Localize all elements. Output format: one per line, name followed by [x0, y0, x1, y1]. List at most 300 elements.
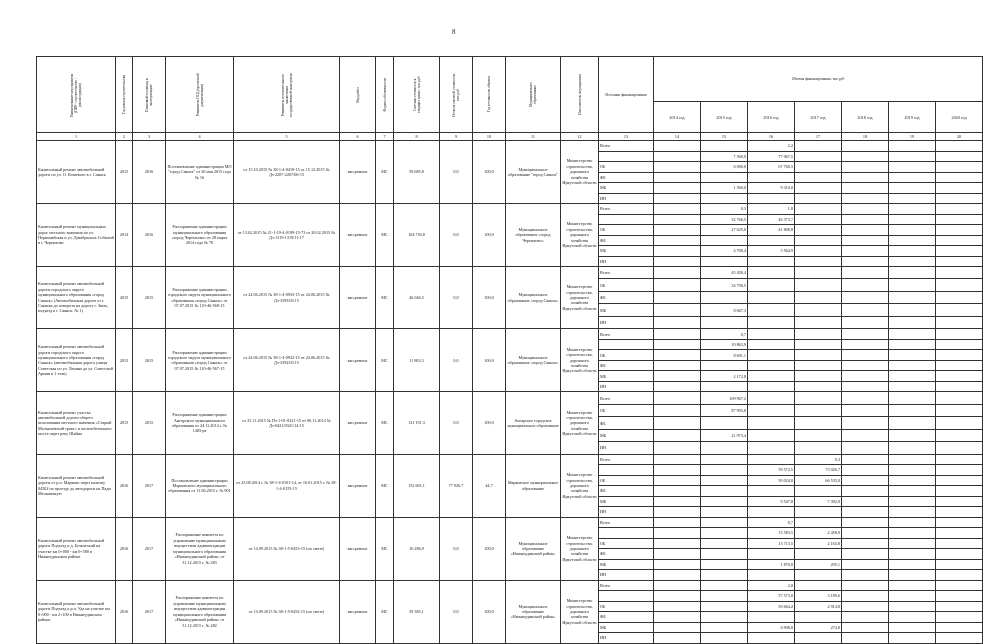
fund-value: [936, 291, 983, 303]
fund-value: [936, 339, 983, 350]
fund-value: [654, 193, 701, 204]
fund-value: 1,8: [748, 204, 795, 215]
fund-value: 57 573,0: [748, 591, 795, 602]
fund-value: [889, 417, 936, 429]
fund-value: [795, 279, 842, 291]
row-mo: Марковское муниципальное образование: [506, 454, 561, 517]
fund-value: [842, 633, 889, 644]
fund-value: [842, 214, 889, 225]
fund-value: [842, 580, 889, 591]
fund-value: [795, 235, 842, 246]
fund-value: [889, 591, 936, 602]
row-end-year: 2015: [133, 392, 166, 454]
fund-source: ИН: [599, 442, 654, 454]
fund-value: 50 024,8: [748, 475, 795, 486]
fund-value: [889, 517, 936, 528]
fund-value: [936, 442, 983, 454]
fund-value: [748, 486, 795, 497]
fund-value: [889, 267, 936, 279]
fund-source: ФБ: [599, 235, 654, 246]
fund-source: Всего: [599, 204, 654, 215]
fund-source: МБ: [599, 429, 654, 441]
header-work-type: Вид работ: [340, 57, 376, 133]
row-cost: 59 685,8: [394, 141, 440, 204]
row-end-year: 2015: [133, 267, 166, 329]
fund-value: [936, 496, 983, 507]
fund-value: 0,3: [701, 204, 748, 215]
fund-source: [599, 339, 654, 350]
fund-value: [654, 404, 701, 416]
row-expertise: от 24.06.2015 № 38-1-4-0933-15 от 24.06.2015 № Дз-3393/03.15: [234, 267, 340, 329]
header-mo: Муниципальное образование: [506, 57, 561, 133]
fund-value: [936, 507, 983, 518]
row-executor: Министерство строительства, дорожного хозяйства Иркутской области: [561, 267, 599, 329]
fund-value: [842, 528, 889, 539]
fund-value: [795, 162, 842, 173]
fund-value: 5 564,9: [748, 246, 795, 257]
column-number: 14: [654, 133, 701, 141]
fund-value: [936, 612, 983, 623]
fund-value: 73 026,7: [795, 465, 842, 476]
fund-value: [701, 235, 748, 246]
fund-value: [795, 329, 842, 340]
row-executor: Министерство строительства, дорожного хозяйства Иркутской области: [561, 580, 599, 643]
fund-value: [654, 162, 701, 173]
fund-value: [889, 465, 936, 476]
fund-value: [936, 193, 983, 204]
fund-source: ИН: [599, 381, 654, 392]
fund-value: [654, 183, 701, 194]
fund-value: [701, 316, 748, 328]
fund-value: [701, 538, 748, 549]
fund-value: [936, 517, 983, 528]
fund-value: [795, 214, 842, 225]
fund-value: [795, 316, 842, 328]
fund-source: МБ: [599, 183, 654, 194]
fund-value: 41 808,8: [748, 225, 795, 236]
fund-value: [936, 350, 983, 361]
header-year: 2018 год: [842, 102, 889, 133]
fund-value: [654, 465, 701, 476]
fund-value: [889, 214, 936, 225]
fund-value: [654, 214, 701, 225]
fund-value: [889, 549, 936, 560]
fund-value: [654, 538, 701, 549]
row-expertise: от 25.11.2015 № Пз-1-01-0321-15 от 06.11.2014 № Дз-0421/0321/14-15: [234, 392, 340, 454]
fund-value: [654, 417, 701, 429]
column-number: 4: [166, 133, 234, 141]
row-ready: 100,0: [473, 204, 506, 267]
column-number: 11: [506, 133, 561, 141]
fund-value: [936, 141, 983, 152]
fund-value: 2,0: [748, 580, 795, 591]
header-fin-volumes: Объемы финансирования, тыс.руб: [654, 57, 983, 102]
fund-value: [701, 454, 748, 465]
fund-value: [795, 417, 842, 429]
fund-value: [654, 204, 701, 215]
fund-value: [701, 622, 748, 633]
row-end-year: 2016: [133, 204, 166, 267]
row-remain: 0,0: [440, 517, 473, 580]
fund-value: [795, 392, 842, 404]
row-mo: Муниципальное образование «город Саянск»: [506, 329, 561, 392]
fund-value: [889, 235, 936, 246]
row-work-type: кап.ремонт: [340, 517, 376, 580]
row-start-year: 2015: [116, 267, 133, 329]
table-row: [37, 141, 983, 152]
fund-source: ИН: [599, 316, 654, 328]
fund-source: ФБ: [599, 486, 654, 497]
fund-value: [654, 622, 701, 633]
fund-value: [748, 570, 795, 581]
fund-value: [654, 381, 701, 392]
fund-value: 87 993,8: [701, 404, 748, 416]
fund-source: ОБ: [599, 225, 654, 236]
row-remain: 0,0: [440, 267, 473, 329]
fund-value: [936, 329, 983, 340]
fund-value: [936, 528, 983, 539]
fund-value: [654, 517, 701, 528]
fund-value: [842, 601, 889, 612]
fund-value: [701, 496, 748, 507]
row-cost: 152 691,1: [394, 454, 440, 517]
fund-value: [795, 549, 842, 560]
fund-value: [795, 517, 842, 528]
row-mo: Муниципальное образование «Нижнеудинский район»: [506, 517, 561, 580]
fund-value: [795, 183, 842, 194]
header-ready: Год готовности объекта: [473, 57, 506, 133]
fund-value: [842, 475, 889, 486]
fund-value: [654, 612, 701, 623]
fund-value: [842, 151, 889, 162]
fund-value: [748, 350, 795, 361]
row-start-year: 2015: [116, 329, 133, 392]
fund-source: ИН: [599, 570, 654, 581]
fund-value: [842, 465, 889, 476]
fund-value: [795, 204, 842, 215]
row-executor: Министерство строительства, дорожного хозяйства Иркутской области: [561, 329, 599, 392]
fund-source: Всего: [599, 267, 654, 279]
row-end-year: 2017: [133, 580, 166, 643]
row-ownership: МС: [376, 517, 394, 580]
fund-value: [654, 570, 701, 581]
fund-source: ФБ: [599, 612, 654, 623]
fund-value: [795, 291, 842, 303]
fund-value: [889, 291, 936, 303]
row-start-year: 2016: [116, 454, 133, 517]
fund-value: [795, 486, 842, 497]
fund-value: [936, 475, 983, 486]
column-number: 13: [599, 133, 654, 141]
fund-value: [936, 381, 983, 392]
fund-value: 274,8: [795, 622, 842, 633]
fund-value: [654, 246, 701, 257]
fund-value: [795, 256, 842, 267]
row-cost: 39 385,1: [394, 580, 440, 643]
fund-value: [654, 580, 701, 591]
row-executor: Министерство строительства, дорожного хозяйства Иркутской области: [561, 517, 599, 580]
fund-source: МБ: [599, 246, 654, 257]
fund-value: [889, 141, 936, 152]
header-year: 2019 год: [889, 102, 936, 133]
fund-value: [889, 279, 936, 291]
row-ownership: МС: [376, 141, 394, 204]
fund-value: [842, 429, 889, 441]
row-mo: Муниципальное образование "город Саянск": [506, 141, 561, 204]
column-number: 6: [340, 133, 376, 141]
row-end-year: 2017: [133, 517, 166, 580]
fund-value: [748, 235, 795, 246]
row-psd: Распоряжение администрации городского округа муниципального образования «город Саянск» от 07.07.2015 № 110-46-567-15: [166, 329, 234, 392]
fund-source: Всего: [599, 580, 654, 591]
fund-value: 9 310,0: [748, 183, 795, 194]
row-work-type: кап.ремонт: [340, 580, 376, 643]
fund-value: [795, 429, 842, 441]
fund-value: [701, 256, 748, 267]
fund-value: 7 560,0: [701, 151, 748, 162]
column-numbers-row: [37, 133, 983, 141]
row-psd: Постановление администрации МО "город Саянск" от 20 мая 2015 года № 16: [166, 141, 234, 204]
fund-source: ФБ: [599, 291, 654, 303]
fund-value: [748, 329, 795, 340]
column-number: 9: [440, 133, 473, 141]
fund-value: [889, 183, 936, 194]
table-row: [37, 267, 983, 279]
fund-value: [936, 256, 983, 267]
header-psd: Реквизиты ПСД (проектной документации): [166, 57, 234, 133]
fund-value: [748, 507, 795, 518]
fund-value: [701, 193, 748, 204]
fund-value: [701, 559, 748, 570]
fund-value: [936, 417, 983, 429]
row-psd: Распоряжение администрации городского округа муниципального образования «город Саянск» от 07.07.2015 № 110-46-568-15: [166, 267, 234, 329]
fund-value: [654, 267, 701, 279]
fund-value: [748, 339, 795, 350]
fund-value: 27 625,0: [701, 225, 748, 236]
fund-value: [842, 304, 889, 316]
table-row: [37, 517, 983, 528]
fund-value: [795, 339, 842, 350]
fund-value: [889, 329, 936, 340]
fund-value: [842, 570, 889, 581]
fund-value: [701, 549, 748, 560]
fund-value: [889, 570, 936, 581]
fund-value: [842, 517, 889, 528]
row-expertise: от 25.08.2014 г. № 38-1-4-0101-14, от 16.01.2015 г. № 38-1-4-0155-15: [234, 454, 340, 517]
fund-value: [795, 225, 842, 236]
fund-value: [842, 381, 889, 392]
fund-value: [654, 549, 701, 560]
fund-value: [748, 279, 795, 291]
fund-value: [842, 507, 889, 518]
fund-value: [654, 475, 701, 486]
fund-value: [842, 246, 889, 257]
fund-value: [654, 329, 701, 340]
fund-value: [842, 162, 889, 173]
fund-value: [842, 622, 889, 633]
row-name: Капитальный ремонт автомобильной дороги городского округа муниципального образования «город Саянск» (Автомобильная дорога от г. Саянска до поворота на дорогу г. Зима, подъезд к г. Саянск, № 1): [37, 267, 116, 329]
table-row: [37, 329, 983, 340]
row-executor: Министерство строительства, дорожного хозяйства Иркутской области: [561, 392, 599, 454]
fund-value: [936, 225, 983, 236]
fund-value: [748, 633, 795, 644]
fund-value: [936, 454, 983, 465]
fund-value: [654, 291, 701, 303]
row-name: Капитальный ремонт муниципальных дорог местного значения по ул. Первомайская и ул. Декабрьских Событий в г. Черемхово: [37, 204, 116, 267]
fund-value: [748, 360, 795, 371]
fund-value: 8 691,1: [701, 350, 748, 361]
fund-source: ОБ: [599, 475, 654, 486]
row-work-type: кап.ремонт: [340, 267, 376, 329]
fund-value: [795, 151, 842, 162]
row-ready: 100,0: [473, 517, 506, 580]
fund-value: 7 392,9: [795, 496, 842, 507]
fund-value: [889, 429, 936, 441]
header-year: 2014 год: [654, 102, 701, 133]
fund-value: [701, 465, 748, 476]
fund-value: [654, 141, 701, 152]
header-cost: Сметная стоимость в текущих ценах, тыс.руб: [394, 57, 440, 133]
row-work-type: кап.ремонт: [340, 141, 376, 204]
fund-value: [936, 392, 983, 404]
fund-value: [795, 246, 842, 257]
fund-value: [936, 601, 983, 612]
row-ownership: МС: [376, 329, 394, 392]
fund-value: [654, 496, 701, 507]
fund-value: [936, 304, 983, 316]
fund-value: [936, 580, 983, 591]
row-expertise: от 24.06.2015 № 38-1-4-0932-15 от 24.06.2015 № Дз-3392/03.15: [234, 329, 340, 392]
row-psd: Распоряжение администрации муниципального образования «город Черемхово» от 28 марта 2014 года № 70: [166, 204, 234, 267]
fund-value: [654, 429, 701, 441]
fund-value: [654, 601, 701, 612]
fund-value: [889, 371, 936, 382]
row-psd: Распоряжение комитета по управлению муниципальным имуществом администрации муниципального образования «Нижнеудинский район» от 31.12.2015 г. № 283: [166, 517, 234, 580]
row-end-year: 2016: [133, 141, 166, 204]
fund-source: ИН: [599, 507, 654, 518]
row-work-type: кап.ремонт: [340, 392, 376, 454]
fund-value: [889, 580, 936, 591]
fund-value: [795, 633, 842, 644]
fund-value: [701, 612, 748, 623]
row-mo: Муниципальное образование «город Саянск»: [506, 267, 561, 329]
row-end-year: 2015: [133, 329, 166, 392]
fund-value: [889, 633, 936, 644]
fund-value: [701, 517, 748, 528]
row-ownership: МС: [376, 454, 394, 517]
header-end-year: Плановый год ввода в эксплуатацию: [133, 57, 166, 133]
investment-program-table: [36, 56, 983, 644]
fund-source: МБ: [599, 559, 654, 570]
fund-value: 15 583,5: [748, 528, 795, 539]
page-number: 8: [452, 28, 456, 36]
fund-value: [654, 486, 701, 497]
fund-value: [654, 454, 701, 465]
fund-value: [701, 601, 748, 612]
fund-value: [936, 538, 983, 549]
fund-value: [795, 371, 842, 382]
fund-value: [654, 172, 701, 183]
header-year: 2016 год: [748, 102, 795, 133]
header-ownership: Форма собственности: [376, 57, 394, 133]
row-mo: Муниципальное образование «город Черемхово»: [506, 204, 561, 267]
row-remain: 77 926,7: [440, 454, 473, 517]
fund-value: 2,2: [748, 141, 795, 152]
fund-value: [842, 193, 889, 204]
fund-value: [936, 570, 983, 581]
fund-source: ИН: [599, 193, 654, 204]
fund-value: [936, 214, 983, 225]
fund-value: [936, 559, 983, 570]
fund-value: 2 163,8: [795, 538, 842, 549]
fund-value: [889, 559, 936, 570]
fund-value: [701, 528, 748, 539]
fund-value: [654, 151, 701, 162]
row-ready: 100,0: [473, 329, 506, 392]
row-executor: Министерство строительства, дорожного хозяйства Иркутской области: [561, 141, 599, 204]
fund-value: [748, 612, 795, 623]
fund-value: 46 373,7: [748, 214, 795, 225]
fund-value: [701, 507, 748, 518]
fund-value: [936, 235, 983, 246]
fund-value: [936, 591, 983, 602]
fund-value: [748, 549, 795, 560]
fund-value: [842, 339, 889, 350]
fund-value: [936, 162, 983, 173]
row-ownership: МС: [376, 392, 394, 454]
fund-value: [842, 204, 889, 215]
fund-value: [842, 329, 889, 340]
row-remain: 0,0: [440, 141, 473, 204]
fund-value: [842, 417, 889, 429]
row-psd: Распоряжение комитета по управлению муниципальным имуществом администрации муниципального образования «Нижнеудинский район» от 31.12.2015 г. № 282: [166, 580, 234, 643]
row-name: Капитальный ремонт автомобильной дороги Подъезд к д. Бельческий на участке км 0+000 - км 0+580 в Нижнеудинском районе: [37, 517, 116, 580]
fund-value: [936, 172, 983, 183]
row-name: Капитальный ремонт автомобильной дороги от р.п. Марково через калитку 04502 по проезду до автодороги на Пади Мельничную: [37, 454, 116, 517]
row-cost: 131 191,3: [394, 392, 440, 454]
fund-value: [795, 580, 842, 591]
fund-value: [936, 633, 983, 644]
fund-source: [599, 465, 654, 476]
fund-value: [842, 225, 889, 236]
fund-source: ФБ: [599, 549, 654, 560]
fund-value: [889, 442, 936, 454]
fund-value: [842, 496, 889, 507]
fund-value: [889, 193, 936, 204]
fund-value: 50 664,2: [748, 601, 795, 612]
fund-value: [936, 465, 983, 476]
fund-value: [654, 591, 701, 602]
fund-value: 6 908,8: [748, 622, 795, 633]
fund-value: [748, 454, 795, 465]
fund-source: ИН: [599, 633, 654, 644]
fund-value: [842, 612, 889, 623]
fund-value: [936, 622, 983, 633]
fund-value: [842, 235, 889, 246]
fund-value: [748, 381, 795, 392]
fund-value: [795, 381, 842, 392]
table-row: [37, 454, 983, 465]
fund-value: [748, 404, 795, 416]
fund-value: [795, 612, 842, 623]
row-name: Капитальный ремонт автомобильной дороги Подъезд к р.п. Уда на участке км 0+000 - км 2+100 в Нижнеудинском районе: [37, 580, 116, 643]
row-psd: Постановление администрации Марковского муниципального образования от 11.06.2015 г. № 901: [166, 454, 234, 517]
row-ownership: МС: [376, 204, 394, 267]
row-start-year: 2015: [116, 392, 133, 454]
row-name: Капитальный ремонт автомобильной дороги по ул. О. Кошевого в г. Саянск: [37, 141, 116, 204]
fund-source: МБ: [599, 371, 654, 382]
fund-value: [654, 279, 701, 291]
